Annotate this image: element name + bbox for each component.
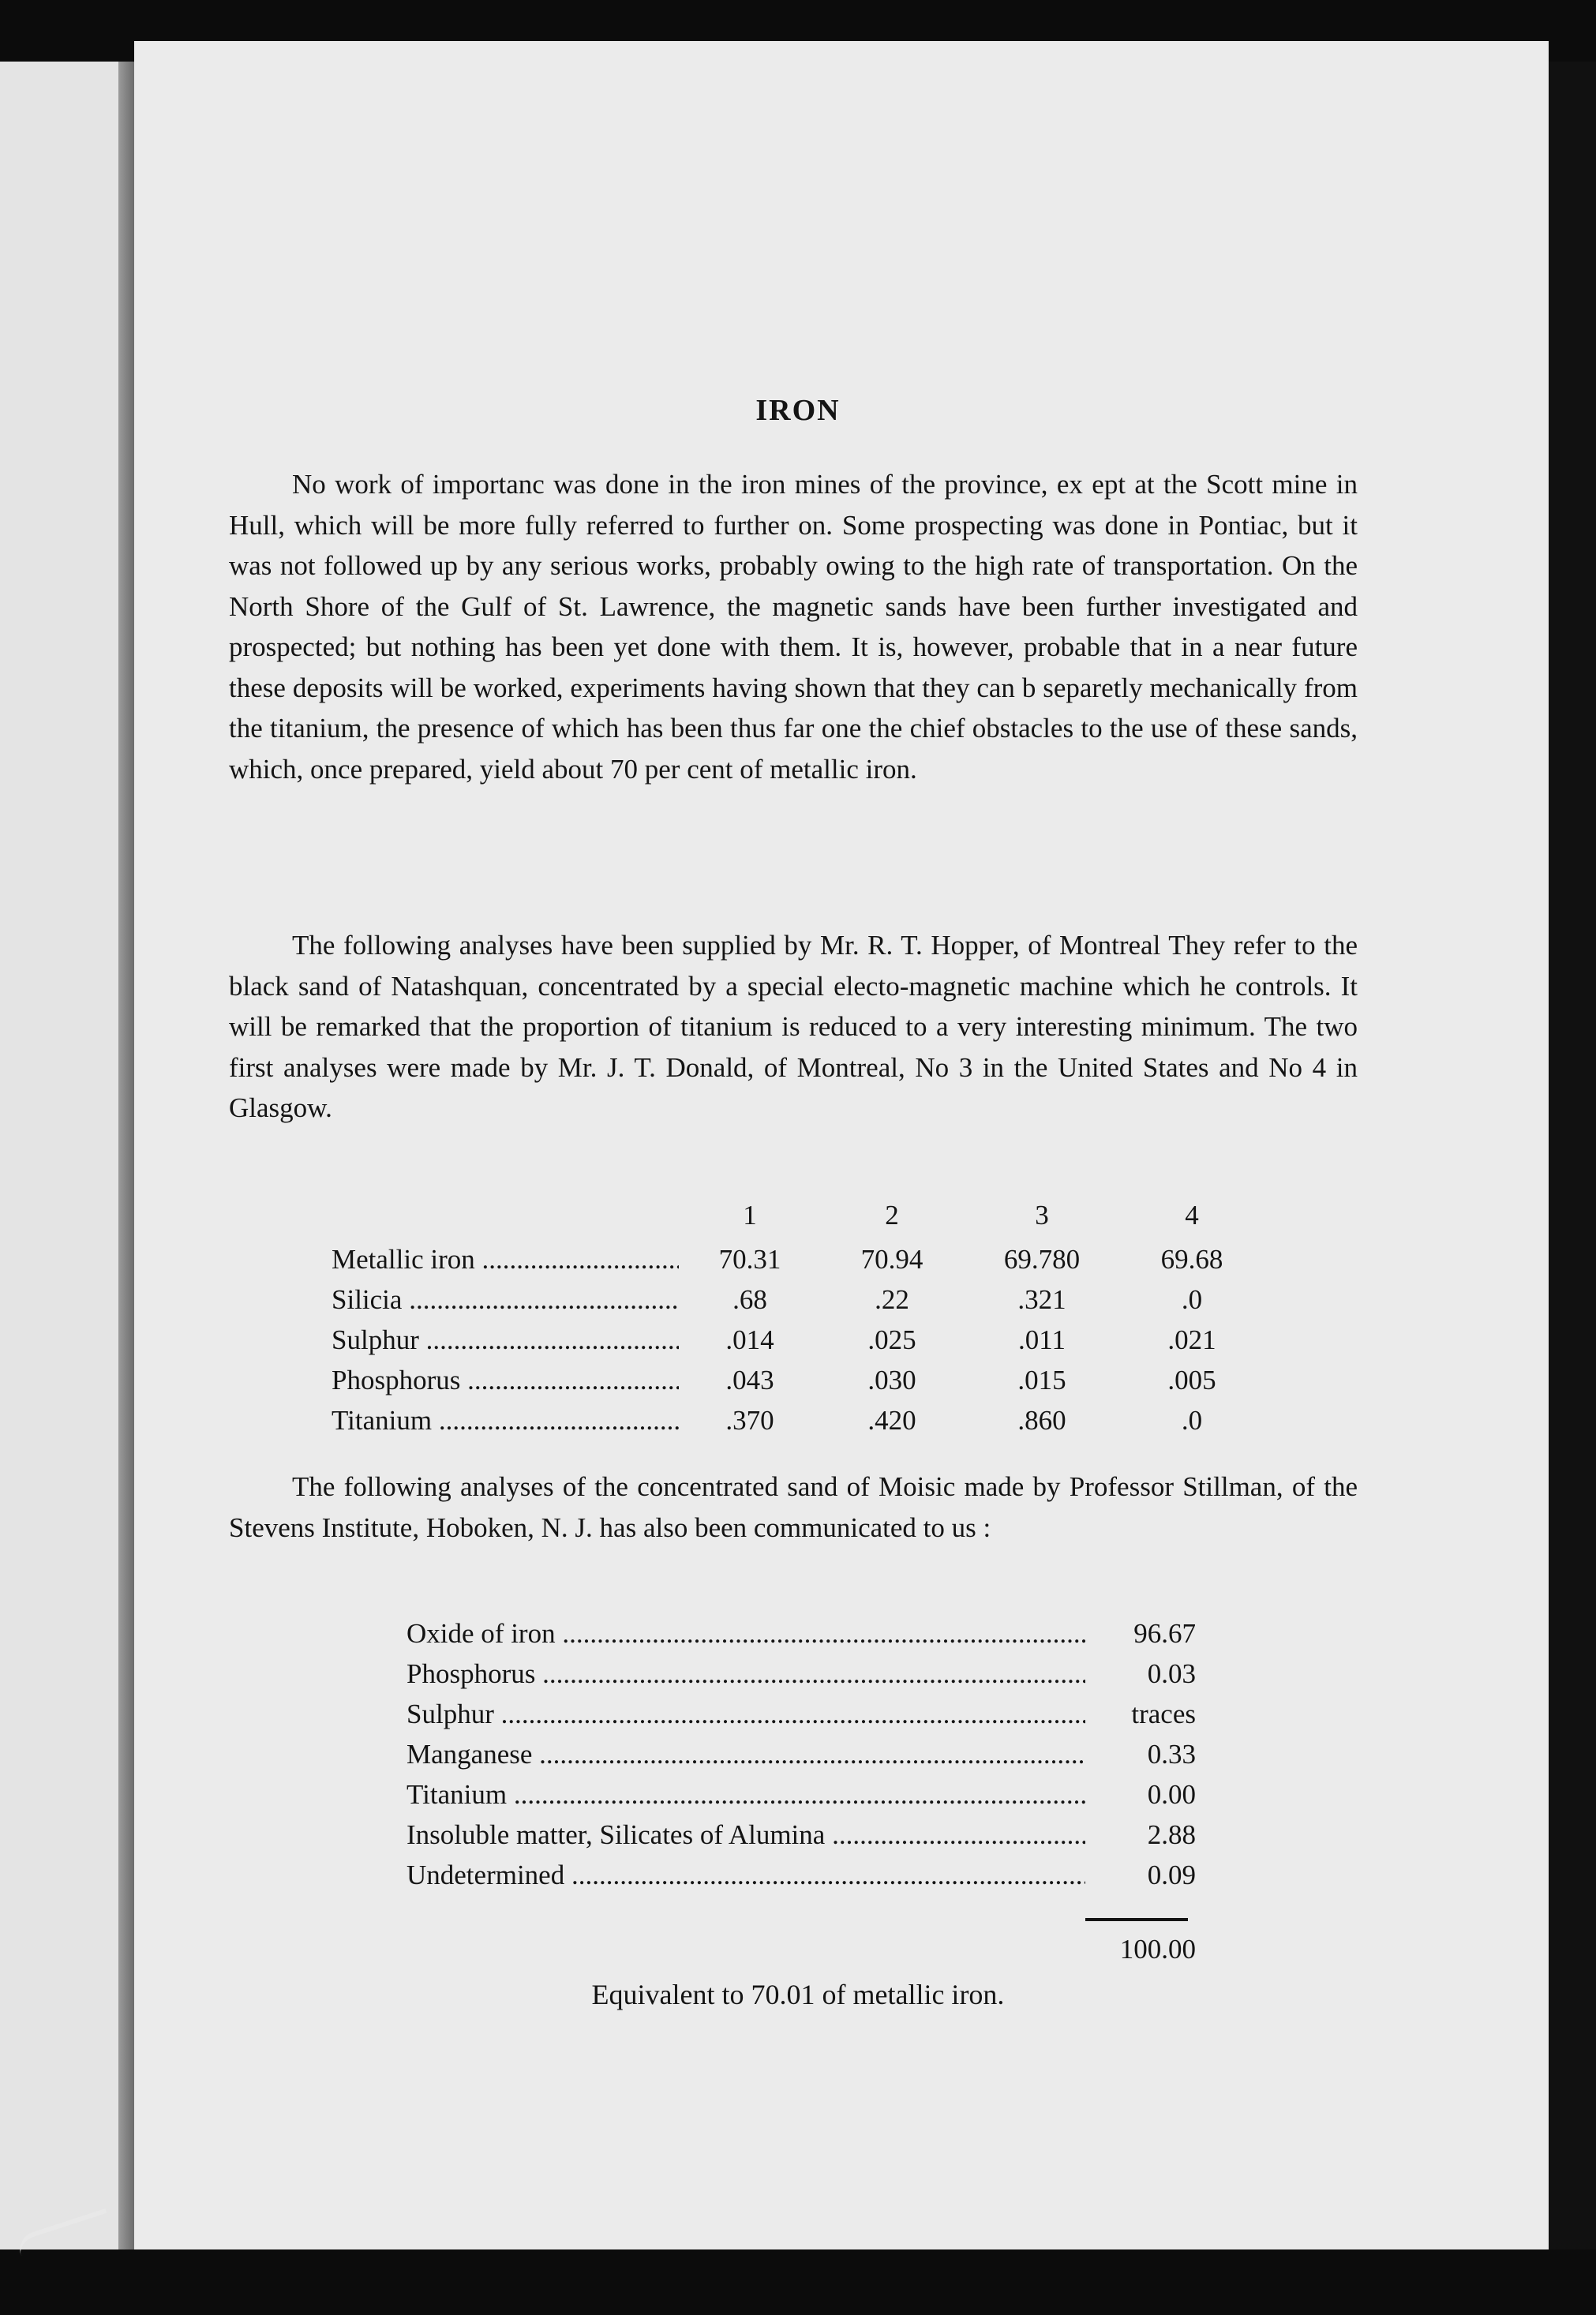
row-label: Phosphorus ..... — [332, 1365, 679, 1396]
table-row — [406, 1658, 1196, 1698]
cell-value: 0.09 — [1147, 1860, 1196, 1890]
cell-value: .021 — [1167, 1324, 1216, 1355]
row-label: Titanium ..... — [332, 1405, 679, 1437]
sum-rule — [1085, 1918, 1188, 1921]
table-row — [406, 1699, 1196, 1738]
cell-value: .68 — [732, 1284, 767, 1315]
cell-value: 0.33 — [1147, 1739, 1196, 1770]
table-row — [406, 1860, 1196, 1899]
cell-value: .015 — [1017, 1365, 1066, 1395]
table-row — [332, 1365, 1279, 1404]
row-label: Oxide of iron ..... — [406, 1618, 1085, 1650]
row-label: Sulphur ..... — [406, 1699, 1085, 1730]
table-row — [406, 1779, 1196, 1819]
table-row — [332, 1405, 1279, 1444]
cell-value: .014 — [725, 1324, 774, 1355]
table-row — [406, 1739, 1196, 1778]
cell-value: .030 — [867, 1365, 916, 1395]
page-title: IRON — [755, 394, 841, 427]
cell-value: traces — [1131, 1699, 1196, 1729]
cell-value: 0.03 — [1147, 1658, 1196, 1689]
table-row — [332, 1324, 1279, 1364]
row-label: Sulphur ..... — [332, 1324, 679, 1356]
cell-value: 2.88 — [1147, 1819, 1196, 1850]
equivalent-note: Equivalent to 70.01 of metallic iron. — [591, 1979, 1005, 2010]
cell-value: .025 — [867, 1324, 916, 1355]
cell-value: .005 — [1167, 1365, 1216, 1395]
cell-value: .321 — [1017, 1284, 1066, 1315]
cell-value: 0.00 — [1147, 1779, 1196, 1810]
row-label: Titanium ..... — [406, 1779, 1085, 1811]
cell-value: .860 — [1017, 1405, 1066, 1436]
table-row — [332, 1244, 1279, 1283]
paragraph-intro — [229, 464, 1358, 789]
cell-value: .370 — [725, 1405, 774, 1436]
page — [134, 41, 1549, 2253]
cell-value: 70.31 — [718, 1244, 781, 1275]
table-row — [332, 1284, 1279, 1324]
column-header: 3 — [1035, 1200, 1049, 1231]
table-row — [406, 1819, 1196, 1859]
table-row — [406, 1618, 1196, 1658]
cell-value: 69.780 — [1003, 1244, 1081, 1275]
scan-bottom-border — [0, 2249, 1596, 2315]
column-header: 1 — [743, 1200, 757, 1231]
cell-value: .420 — [867, 1405, 916, 1436]
cell-value: .0 — [1181, 1405, 1203, 1436]
total-value: 100.00 — [1119, 1934, 1196, 1965]
row-label: Insoluble matter, Silicates of Alumina ..... — [406, 1819, 1085, 1851]
cell-value: .0 — [1181, 1284, 1203, 1315]
cell-value: .22 — [875, 1284, 909, 1315]
paragraph-hopper-text: The following analyses have been supplied by Mr. R. T. Hopper, of Montreal They refer to the black sand of Natashquan, concentrated by a special electo-magnetic machine which he controls. It will be remarked that the proportion of titanium is reduced to a very interesting minimum. The two first analyses were made by Mr. J. T. Donald, of Montreal, No 3 in the United States and No 4 in Glasgow. — [229, 930, 1358, 1123]
cell-value: .011 — [1018, 1324, 1066, 1355]
paragraph-intro-text: No work of importanc was done in the iron mines of the province, ex ept at the Scott mine in Hull, which will be more fully referred to further on. Some prospecting was done in Pontiac, but it was not followed up by any serious works, probably owing to the high rate of transportation. On the North Shore of the Gulf of St. Lawrence, the magnetic sands have been further investigated and prospected; but nothing has been yet done with them. It is, however, probable that in a near future these deposits will be worked, experiments having shown that they can b separetly mechanically from the titanium, the presence of which has been thus far one the chief obstacles to the use of these sands, which, once prepared, yield about 70 per cent of metallic iron. — [229, 469, 1358, 785]
column-header: 4 — [1185, 1200, 1199, 1231]
row-label: Metallic iron ..... — [332, 1244, 679, 1275]
row-label: Phosphorus ..... — [406, 1658, 1085, 1690]
cell-value: 69.68 — [1160, 1244, 1223, 1275]
row-label: Manganese ..... — [406, 1739, 1085, 1770]
facing-page-edge — [0, 62, 126, 2249]
paragraph-hopper — [229, 925, 1358, 1129]
cell-value: .043 — [725, 1365, 774, 1395]
paragraph-stillman — [229, 1467, 1358, 1548]
cell-value: 70.94 — [860, 1244, 924, 1275]
column-header: 2 — [885, 1200, 899, 1231]
cell-value: 96.67 — [1133, 1618, 1196, 1649]
row-label: Undetermined ..... — [406, 1860, 1085, 1891]
row-label: Silicia ..... — [332, 1284, 679, 1316]
paragraph-stillman-text: The following analyses of the concentrated sand of Moisic made by Professor Stillman, of the Stevens Institute, Hoboken, N. J. has also been communicated to us : — [229, 1471, 1358, 1543]
